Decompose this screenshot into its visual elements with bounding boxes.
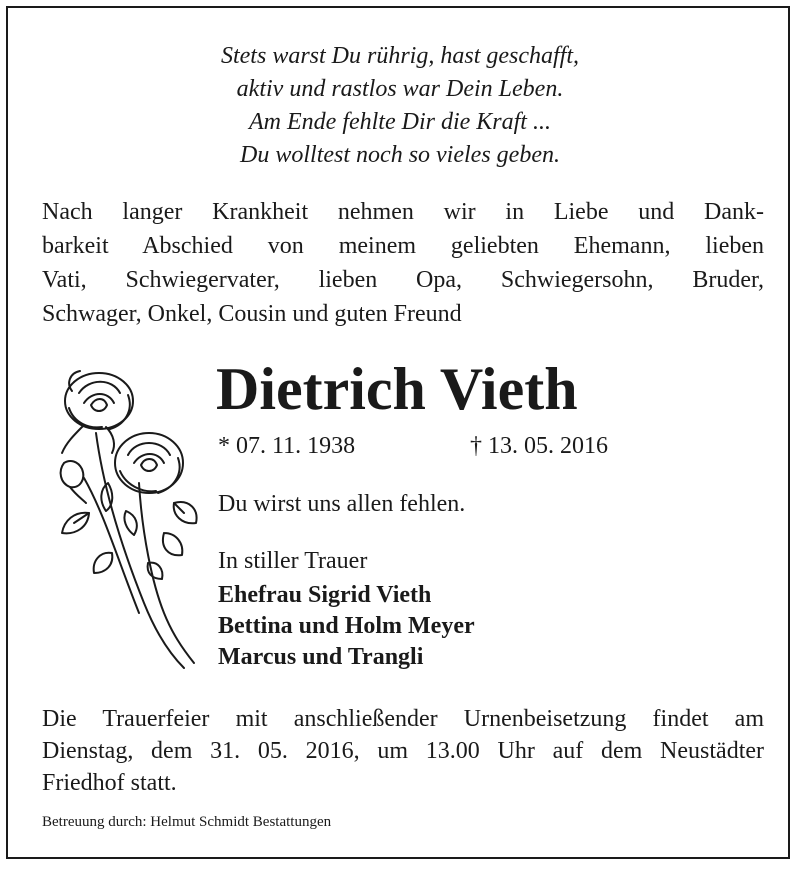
- funeral-home-credit: Betreuung durch: Helmut Schmidt Bestattungen: [42, 814, 332, 830]
- service-line: Die Trauerfeier mit anschließender Urnenbeisetzung findet am: [42, 706, 764, 732]
- intro-line: Schwager, Onkel, Cousin und guten Freund: [42, 301, 462, 327]
- mourners-list: [218, 580, 475, 673]
- intro-text: [42, 195, 764, 331]
- farewell-text: Du wirst uns allen fehlen.: [218, 491, 466, 517]
- mourning-label: In stiller Trauer: [218, 548, 368, 574]
- birth-date: * 07. 11. 1938: [218, 433, 356, 459]
- poem-line: aktiv und rastlos war Dein Leben.: [236, 76, 564, 102]
- intro-line: Nach langer Krankheit nehmen wir in Liebe und Dank-: [42, 199, 764, 225]
- death-date: † 13. 05. 2016: [470, 433, 608, 459]
- service-line: Friedhof statt.: [42, 770, 177, 796]
- intro-line: barkeit Abschied von meinem geliebten Ehemann, lieben: [42, 233, 764, 259]
- poem-line: Am Ende fehlte Dir die Kraft ...: [249, 109, 551, 135]
- poem-line: Stets warst Du rührig, hast geschafft,: [220, 43, 580, 69]
- deceased-name: Dietrich Vieth: [216, 356, 578, 422]
- roses-illustration-icon: [44, 363, 204, 673]
- poem-line: Du wolltest noch so vieles geben.: [240, 142, 560, 168]
- intro-line: Vati, Schwiegervater, lieben Opa, Schwiegersohn, Bruder,: [42, 267, 764, 293]
- mourner-name: Ehefrau Sigrid Vieth: [218, 582, 432, 608]
- poem: [8, 40, 792, 172]
- mourner-name: Bettina und Holm Meyer: [218, 613, 475, 639]
- service-info: [42, 703, 764, 799]
- obituary-frame: [6, 6, 790, 859]
- mourner-name: Marcus und Trangli: [218, 644, 424, 670]
- service-line: Dienstag, dem 31. 05. 2016, um 13.00 Uhr auf dem Neustädter: [42, 738, 764, 764]
